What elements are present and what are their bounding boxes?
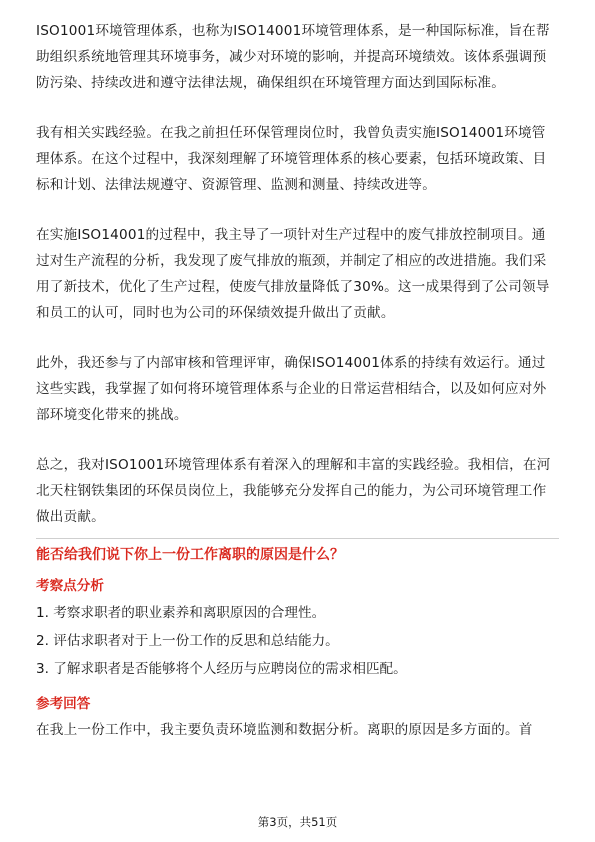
section-divider [36, 538, 559, 539]
analysis-heading: 考察点分析 [36, 578, 104, 594]
answer-text: 在我上一份工作中，我主要负责环境监测和数据分析。离职的原因是多方面的。首 [36, 722, 533, 738]
page-footer: 第3页，共51页 [257, 815, 338, 829]
paragraph-summary: 总之，我对ISO1001环境管理体系有着深入的理解和丰富的实践经验。我相信，在河北天柱钢铁集团的环保员岗位上，我能够充分发挥自己的能力，为公司环境管理工作做出贡献。 [36, 457, 551, 525]
analysis-item: 1. 考察求职者的职业素养和离职原因的合理性。 [36, 605, 326, 621]
paragraph-experience: 我有相关实践经验。在我之前担任环保管理岗位时，我曾负责实施ISO14001环境管理体系。在这个过程中，我深刻理解了环境管理体系的核心要素，包括环境政策、目标和计划、法律法规遵守、资源管理、监测和测量、持续改进等。 [36, 125, 547, 193]
answer-heading: 参考回答 [36, 696, 91, 712]
page-content [36, 18, 559, 743]
paragraph-project: 在实施ISO14001的过程中，我主导了一项针对生产过程中的废气排放控制项目。通过对生产流程的分析，我发现了废气排放的瓶颈，并制定了相应的改进措施。我们采用了新技术，优化了生产过程，使废气排放量降低了30%。这一成果得到了公司领导和员工的认可，同时也为公司的环保绩效提升做出了贡献。 [36, 227, 550, 321]
paragraph-audit: 此外，我还参与了内部审核和管理评审，确保ISO14001体系的持续有效运行。通过这些实践，我掌握了如何将环境管理体系与企业的日常运营相结合，以及如何应对外部环境变化带来的挑战。 [36, 355, 547, 423]
analysis-item: 2. 评估求职者对于上一份工作的反思和总结能力。 [36, 633, 339, 649]
spacer [36, 326, 559, 350]
analysis-item: 3. 了解求职者是否能够将个人经历与应聘岗位的需求相匹配。 [36, 661, 407, 677]
spacer [36, 96, 559, 120]
spacer [36, 428, 559, 452]
spacer [36, 198, 559, 222]
paragraph-iso-definition: ISO1001环境管理体系，也称为ISO14001环境管理体系，是一种国际标准，旨在帮助组织系统地管理其环境事务，减少对环境的影响，并提高环境绩效。该体系强调预防污染、持续改进和遵守法律法规，确保组织在环境管理方面达到国际标准。 [36, 23, 550, 91]
question-heading: 能否给我们说下你上一份工作离职的原因是什么？ [36, 547, 344, 563]
